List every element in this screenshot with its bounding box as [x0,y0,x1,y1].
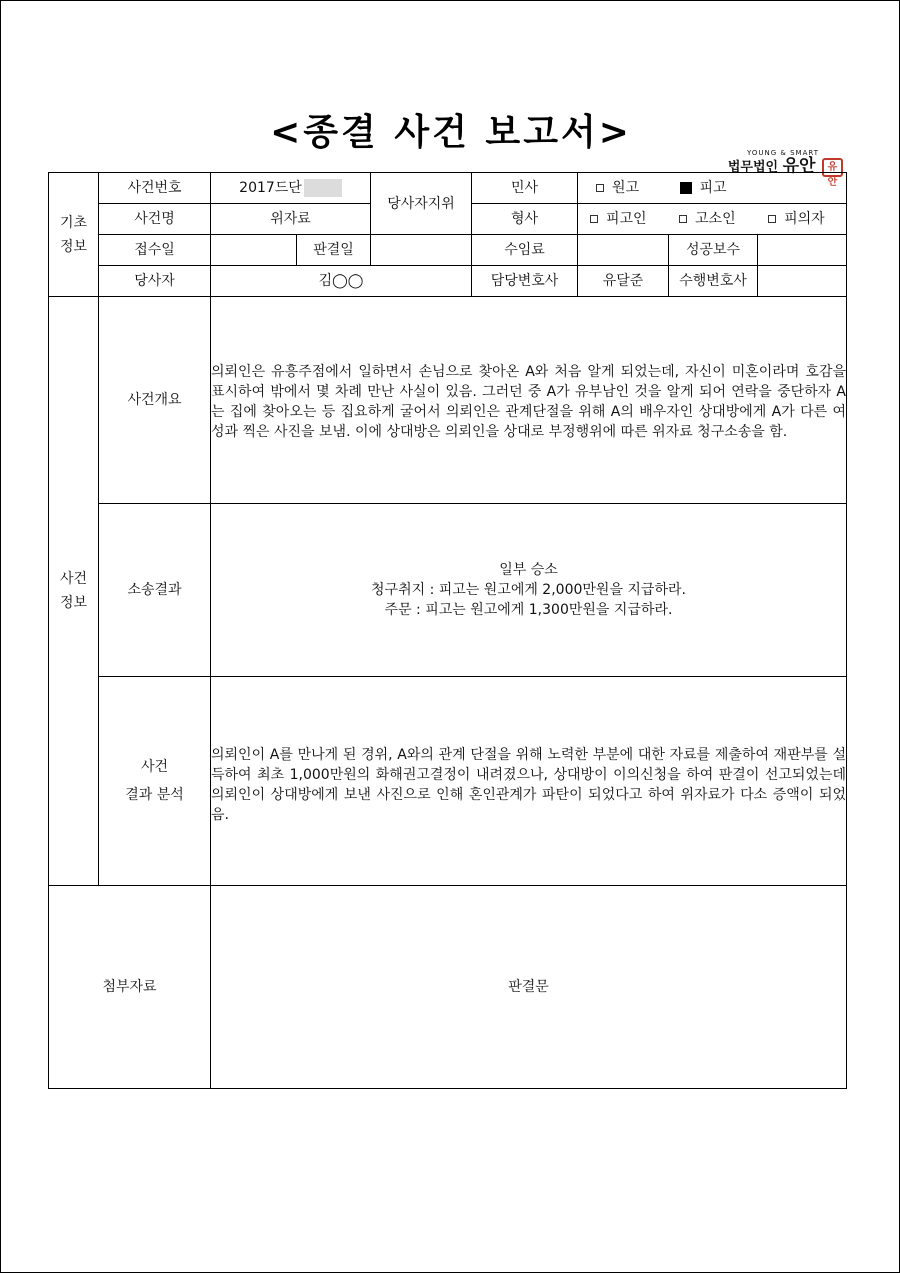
party-status-label: 당사자지위 [371,173,472,235]
party-label: 당사자 [99,266,211,297]
success-fee-label: 성공보수 [669,235,758,266]
case-name-value[interactable]: 위자료 [211,204,371,235]
civil-option-defendant[interactable]: 피고 [680,180,727,196]
attachment-label: 첨부자료 [49,886,211,1089]
performing-lawyer-value[interactable] [758,266,847,297]
lawyer-value[interactable]: 유달준 [578,266,669,297]
criminal-option-suspect[interactable]: 피의자 [768,211,825,227]
logo-tagline: YOUNG & SMART [747,149,819,157]
summary-text[interactable]: 의뢰인은 유흥주점에서 일하면서 손님으로 찾아온 A와 처음 알게 되었는데, 자신이 미혼이라며 호감을 표시하여 밖에서 몇 차례 만난 사실이 있음. 그러던 중 A가 유부남인 것을 알게 되어 연락을 중단하자 A는 집에 찾아오는 등 집요하게 굴어서 의뢰인은 관계단절을 위해 A의 배우자인 상대방에게 A가 다른 여성과 찍은 사진을 보냄. 이에 상대방은 의뢰인을 상대로 부정행위에 따른 위자료 청구소송을 함. [211,297,847,504]
result-text[interactable] [211,504,847,677]
redacted-number [304,179,342,197]
criminal-options [578,204,847,235]
case-name-label: 사건명 [99,204,211,235]
analysis-text[interactable]: 의뢰인이 A를 만나게 된 경위, A와의 관계 단절을 위해 노력한 부분에 대한 자료를 제출하여 재판부를 설득하여 최초 1,000만원의 화해권고결정이 내려졌으나, 상대방이 이의신청을 하여 판결이 선고되었는데 의뢰인이 상대방에게 보낸 사진으로 인해 혼인관계가 파탄이 되었다고 하여 위자료가 다소 증액이 되었음. [211,677,847,886]
party-value[interactable]: 김◯◯ [211,266,472,297]
checkbox-icon[interactable] [590,215,598,223]
result-line: 청구취지 : 피고는 원고에게 2,000만원을 지급하라. [371,582,686,598]
performing-lawyer-label: 수행변호사 [669,266,758,297]
result-label: 소송결과 [99,504,211,677]
criminal-label: 형사 [472,204,578,235]
checkbox-icon[interactable] [679,215,687,223]
result-line: 일부 승소 [499,562,558,578]
case-section-label: 사건 정보 [49,297,99,886]
basic-section-label: 기초 정보 [49,173,99,297]
civil-option-plaintiff[interactable]: 원고 [596,180,639,196]
case-number-value[interactable]: 2017드단 [211,173,371,204]
logo-mark-icon: 유안 [822,158,843,177]
page-title: <종결 사건 보고서> [270,112,632,153]
judgment-date-label: 판결일 [297,235,371,266]
fee-value[interactable] [578,235,669,266]
lawyer-label: 담당변호사 [472,266,578,297]
analysis-label: 사건 결과 분석 [99,677,211,886]
checkbox-icon[interactable] [596,184,604,192]
civil-options [578,173,847,204]
case-number-label: 사건번호 [99,173,211,204]
criminal-option-accused[interactable]: 피고인 [590,211,647,227]
summary-label: 사건개요 [99,297,211,504]
civil-label: 민사 [472,173,578,204]
checkbox-icon[interactable] [768,215,776,223]
result-line: 주문 : 피고는 원고에게 1,300만원을 지급하라. [384,602,673,618]
logo-firm-prefix: 법무법인 [727,160,779,175]
fee-label: 수임료 [472,235,578,266]
receipt-date-value[interactable] [211,235,297,266]
receipt-date-label: 접수일 [99,235,211,266]
success-fee-value[interactable] [758,235,847,266]
criminal-option-complainant[interactable]: 고소인 [679,211,736,227]
report-table [48,172,847,1089]
logo-firm-name: 유안 [782,156,816,176]
checkbox-checked-icon[interactable] [680,182,692,194]
judgment-date-value[interactable] [371,235,472,266]
attachment-value[interactable]: 판결문 [211,886,847,1089]
